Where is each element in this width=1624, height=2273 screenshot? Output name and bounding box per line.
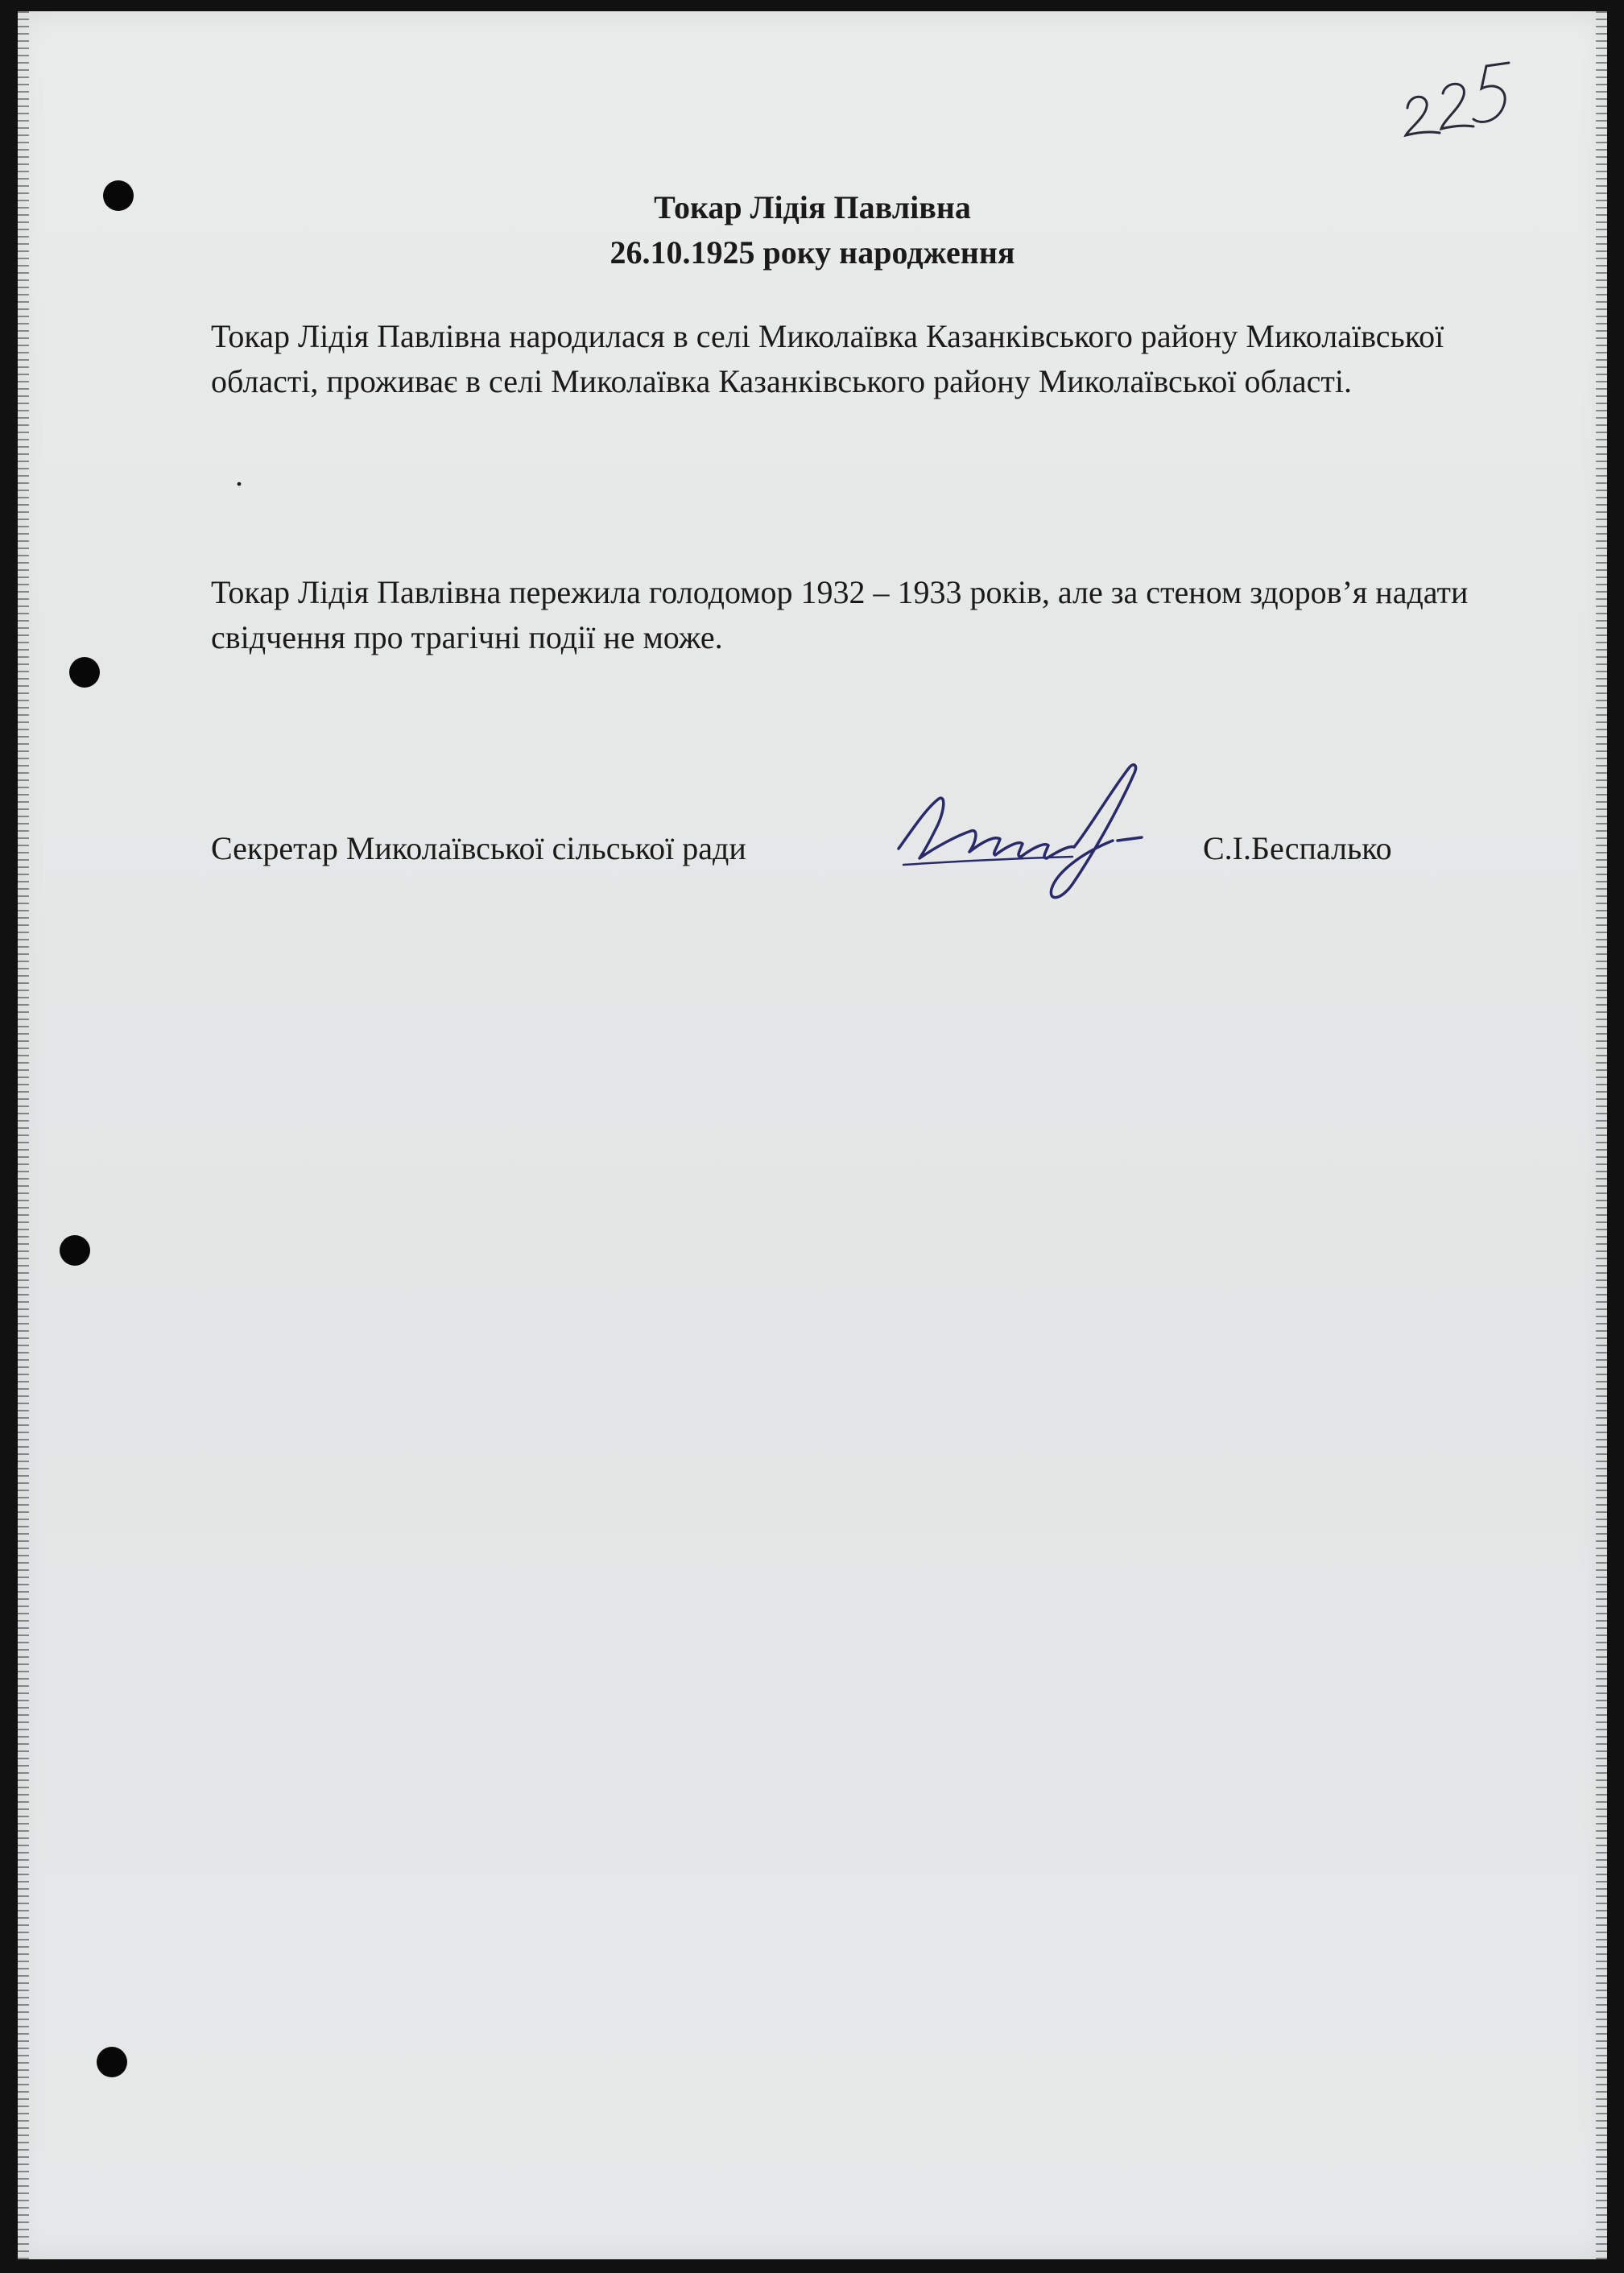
signatory-position: Секретар Миколаївської сільської ради xyxy=(211,830,746,866)
document-page xyxy=(18,11,1607,2259)
punch-hole-upper-middle xyxy=(69,657,100,688)
signatory-name: С.І.Беспалько xyxy=(1203,830,1392,866)
binding-edge-marks-left xyxy=(18,11,29,2259)
person-name-heading: Токар Лідія Павлівна xyxy=(654,189,971,225)
punch-hole-lower-middle xyxy=(60,1235,90,1266)
document-title xyxy=(18,185,1607,275)
punch-hole-bottom xyxy=(97,2047,127,2077)
handwritten-page-number xyxy=(1398,52,1519,140)
paragraph-testimony-status: Токар Лідія Павлівна пережила голодомор 1932 – 1933 років, але за стеном здоров’я надати свідчення про трагічні події не може. xyxy=(211,574,1469,655)
paragraph-birthplace: Токар Лідія Павлівна народилася в селі Миколаївка Казанківського району Миколаївської області, проживає в селі Миколаївка Казанківського району Миколаївської області. xyxy=(211,318,1444,399)
binding-edge-marks-right xyxy=(1596,11,1607,2259)
stray-dot: . xyxy=(235,457,243,493)
birth-date-heading: 26.10.1925 року народження xyxy=(610,234,1015,271)
signature-row xyxy=(211,826,1467,882)
